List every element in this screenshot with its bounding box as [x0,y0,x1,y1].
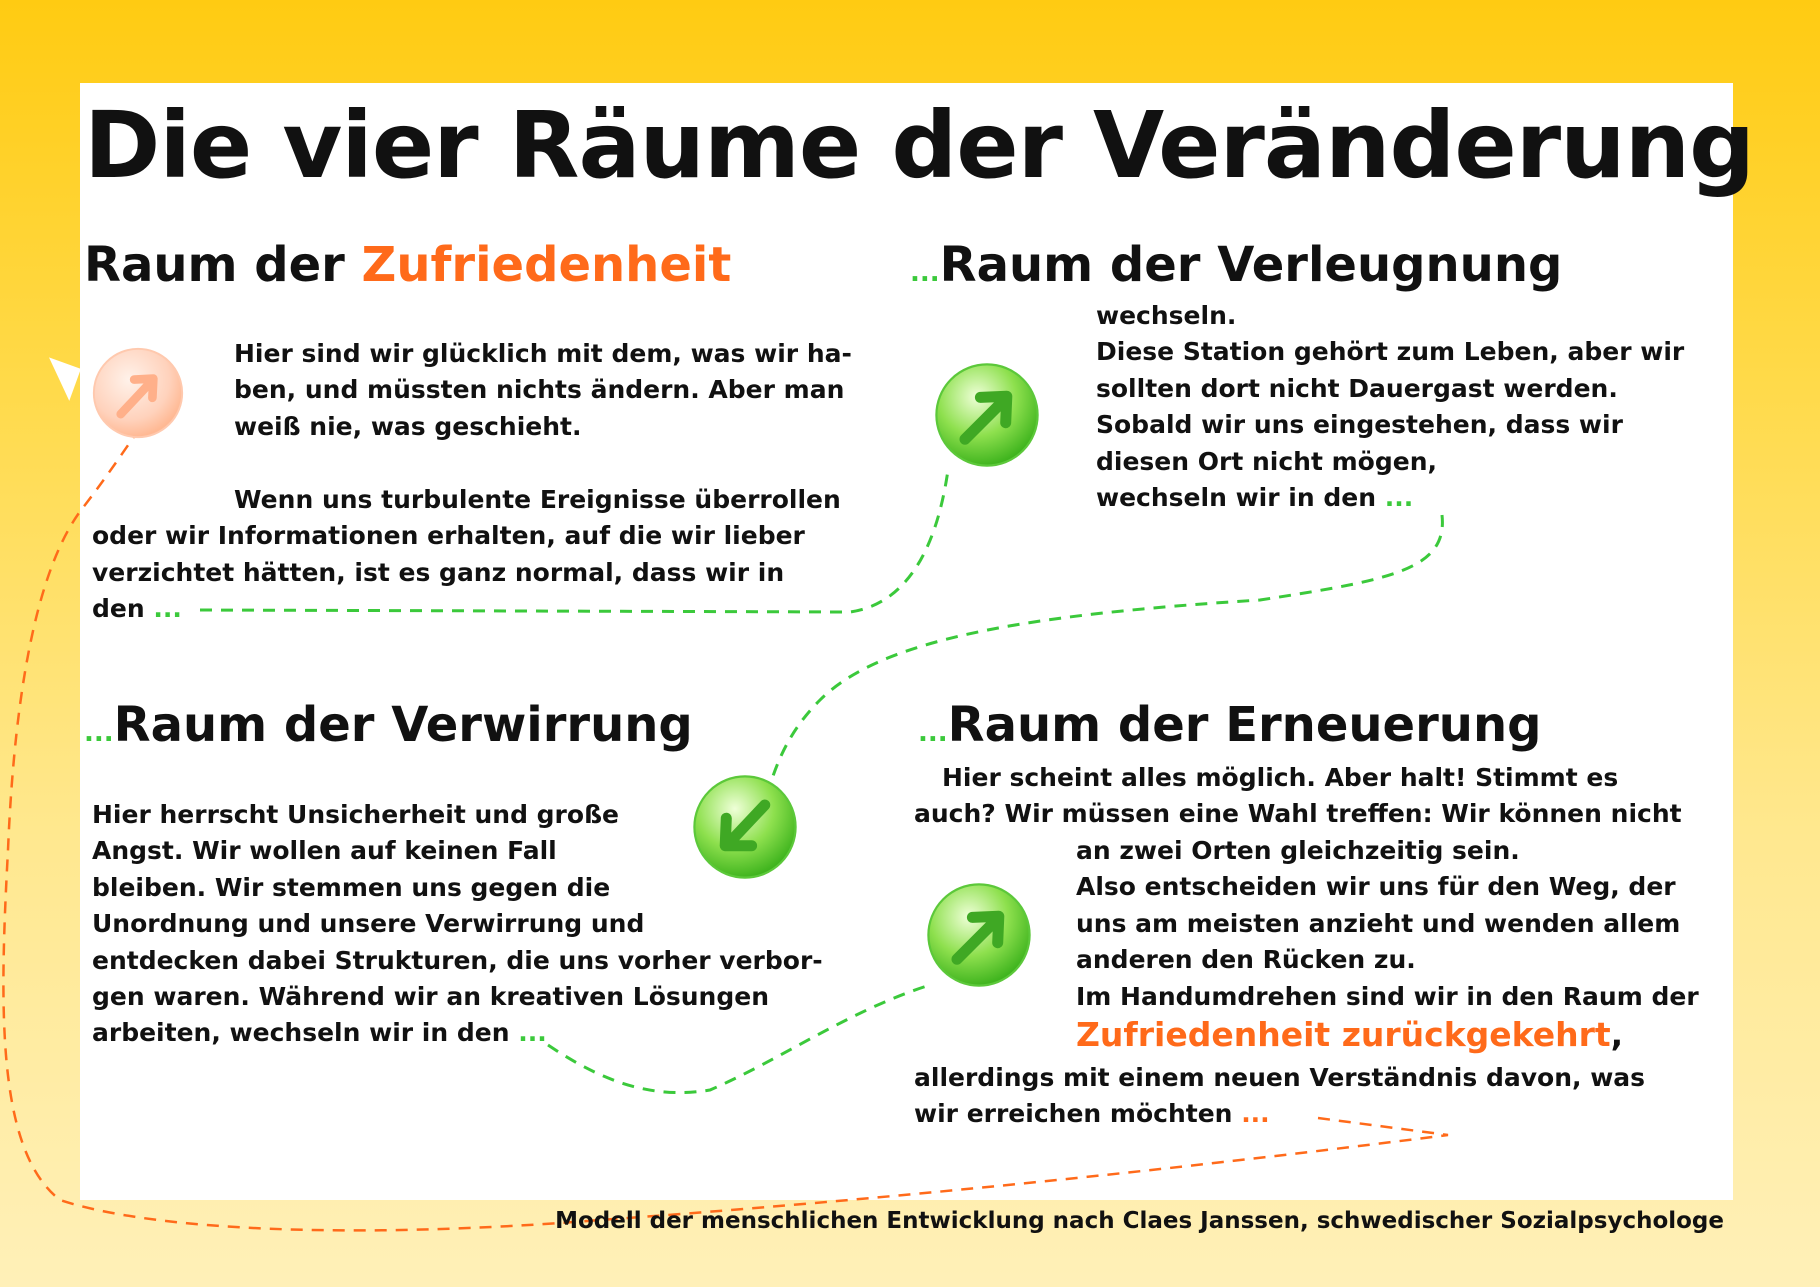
text-line: Hier scheint alles möglich. Aber halt! Stimmt es [942,763,1619,792]
heading-dots: ... [918,718,948,748]
ellipsis: ... [153,594,182,624]
text-zufriedenheit-intro [234,336,852,445]
heading-zufriedenheit-prefix: Raum der [84,237,362,293]
text-line: diesen Ort nicht mögen, [1096,446,1438,476]
text-verleugnung [1096,298,1684,516]
heading-zufriedenheit [84,237,731,293]
text-line: uns am meisten anzieht und wenden allem [1076,908,1681,938]
ellipsis: ... [1241,1099,1270,1129]
text-zufriedenheit-body [92,482,841,628]
text-line: Unordnung und unsere Verwirrung und [92,909,645,939]
text-line: ben, und müssten nichts ändern. Aber man [234,375,845,405]
text-erneuerung-intro [914,760,1682,833]
heading-verleugnung [910,237,1562,293]
text-line: Hier herrscht Unsicherheit und große [92,800,620,829]
heading-erneuerung [918,697,1541,753]
page-title: Die vier Räume der Veränderung [84,92,1754,199]
green-arrow-up-right-icon [924,880,1034,990]
green-arrow-up-right-icon [932,360,1042,470]
text-line: verzichtet hätten, ist es ganz normal, dass wir in [92,557,785,587]
text-line: Wenn uns turbulente Ereignisse überrollen [234,485,841,514]
text-line: anderen den Rücken zu. [1076,945,1416,975]
text-line: bleiben. Wir stemmen uns gegen die [92,872,611,902]
text-verwirrung [92,797,823,1052]
text-line: Diese Station gehört zum Leben, aber wir [1096,337,1685,367]
heading-verwirrung-text: Raum der Verwirrung [113,697,693,753]
heading-verwirrung [84,697,693,753]
text-line: wechseln wir in den [1096,483,1376,513]
text-line: wechseln. [1096,301,1237,330]
text-line: entdecken dabei Strukturen, die uns vorher verbor- [92,945,823,975]
text-line: an zwei Orten gleichzeitig sein. [1076,836,1520,865]
ellipsis: ... [1384,483,1414,513]
text-line: Angst. Wir wollen auf keinen Fall [92,836,557,866]
ellipsis: ... [518,1018,547,1048]
text-line: Also entscheiden wir uns für den Weg, der [1076,872,1676,902]
text-line: den [92,594,145,624]
text-line: Im Handumdrehen sind wir in den Raum der [1076,981,1699,1011]
highlight-suffix: , [1610,1015,1624,1054]
text-line: Hier sind wir glücklich mit dem, was wir ha- [234,339,852,368]
heading-zufriedenheit-highlight: Zufriedenheit [361,237,732,293]
text-line: arbeiten, wechseln wir in den [92,1018,510,1048]
highlight-zufriedenheit-zurueckgekehrt: Zufriedenheit zurückgekehrt [1076,1015,1611,1054]
text-erneuerung-end [914,1060,1645,1133]
heading-erneuerung-text: Raum der Erneuerung [947,697,1542,753]
text-erneuerung-highlight [1076,1012,1623,1061]
faded-arrow-up-right-icon [90,345,186,441]
text-line: Sobald wir uns eingestehen, dass wir [1096,410,1623,440]
text-line: oder wir Informationen erhalten, auf die wir lieber [92,521,805,551]
text-line: gen waren. Während wir an kreativen Lösungen [92,982,769,1012]
heading-dots: ... [84,718,114,748]
heading-dots: ... [910,258,940,288]
text-line: wir erreichen möchten [914,1099,1233,1129]
text-line: allerdings mit einem neuen Verständnis davon, was [914,1063,1646,1092]
text-line: sollten dort nicht Dauergast werden. [1096,373,1618,403]
text-line: auch? Wir müssen eine Wahl treffen: Wir können nicht [914,799,1682,829]
footer-source: Modell der menschlichen Entwicklung nach Claes Janssen, schwedischer Sozialpsychologe [555,1208,1724,1234]
text-erneuerung-body [1076,833,1699,1015]
heading-verleugnung-text: Raum der Verleugnung [939,237,1563,293]
text-line: weiß nie, was geschieht. [234,411,582,441]
